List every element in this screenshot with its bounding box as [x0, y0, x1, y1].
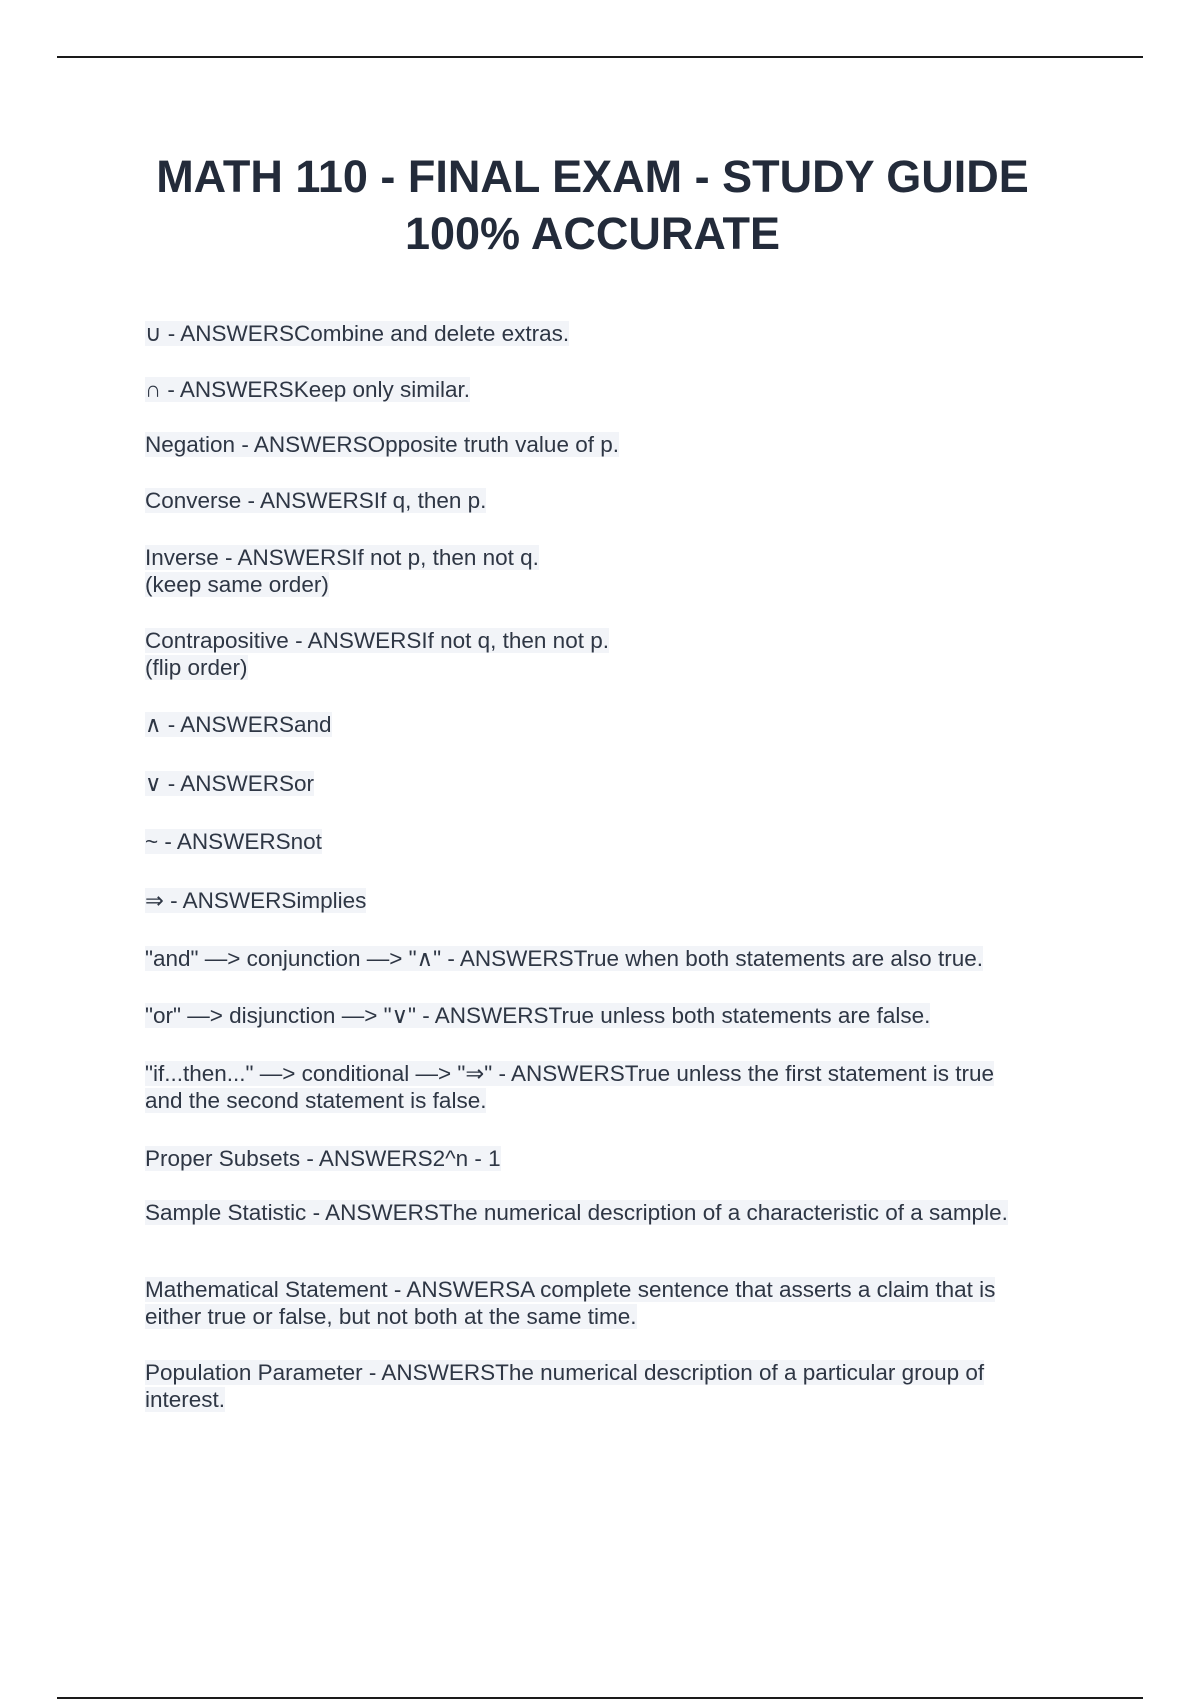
entry-union: ∪ - ANSWERSCombine and delete extras. [145, 321, 570, 346]
entry-inverse: Inverse - ANSWERSIf not p, then not q. (keep same order) [145, 545, 539, 597]
entry-converse: Converse - ANSWERSIf q, then p. [145, 488, 487, 513]
page-title: MATH 110 - FINAL EXAM - STUDY GUIDE 100% ACCURATE [156, 151, 1029, 259]
entry-conjunction: "and" —> conjunction —> "∧" - ANSWERSTrue when both statements are also true. [145, 946, 983, 971]
entry-intersection: ∩ - ANSWERSKeep only similar. [145, 377, 471, 402]
entry-and-symbol: ∧ - ANSWERSand [145, 712, 332, 737]
entry-negation: Negation - ANSWERSOpposite truth value of p. [145, 432, 619, 457]
entry-not-symbol: ~ - ANSWERSnot [145, 829, 322, 854]
entry-conditional: "if...then..." —> conditional —> "⇒" - ANSWERSTrue unless the first statement is true and the second statement is false. [145, 1061, 995, 1113]
entry-mathematical-statement: Mathematical Statement - ANSWERSA complete sentence that asserts a claim that is either true or false, but not both at the same time. [145, 1277, 996, 1329]
entry-contrapositive: Contrapositive - ANSWERSIf not q, then not p. (flip order) [145, 628, 609, 680]
entry-proper-subsets: Proper Subsets - ANSWERS2^n - 1 [145, 1146, 501, 1171]
entry-or-symbol: ∨ - ANSWERSor [145, 771, 314, 796]
entry-population-parameter: Population Parameter - ANSWERSThe numerical description of a particular group of interest. [145, 1360, 985, 1412]
bottom-divider [57, 1697, 1143, 1699]
entry-disjunction: "or" —> disjunction —> "∨" - ANSWERSTrue unless both statements are false. [145, 1003, 931, 1028]
entry-implies-symbol: ⇒ - ANSWERSimplies [145, 888, 367, 913]
entry-sample-statistic: Sample Statistic - ANSWERSThe numerical description of a characteristic of a sample. [145, 1200, 1008, 1225]
